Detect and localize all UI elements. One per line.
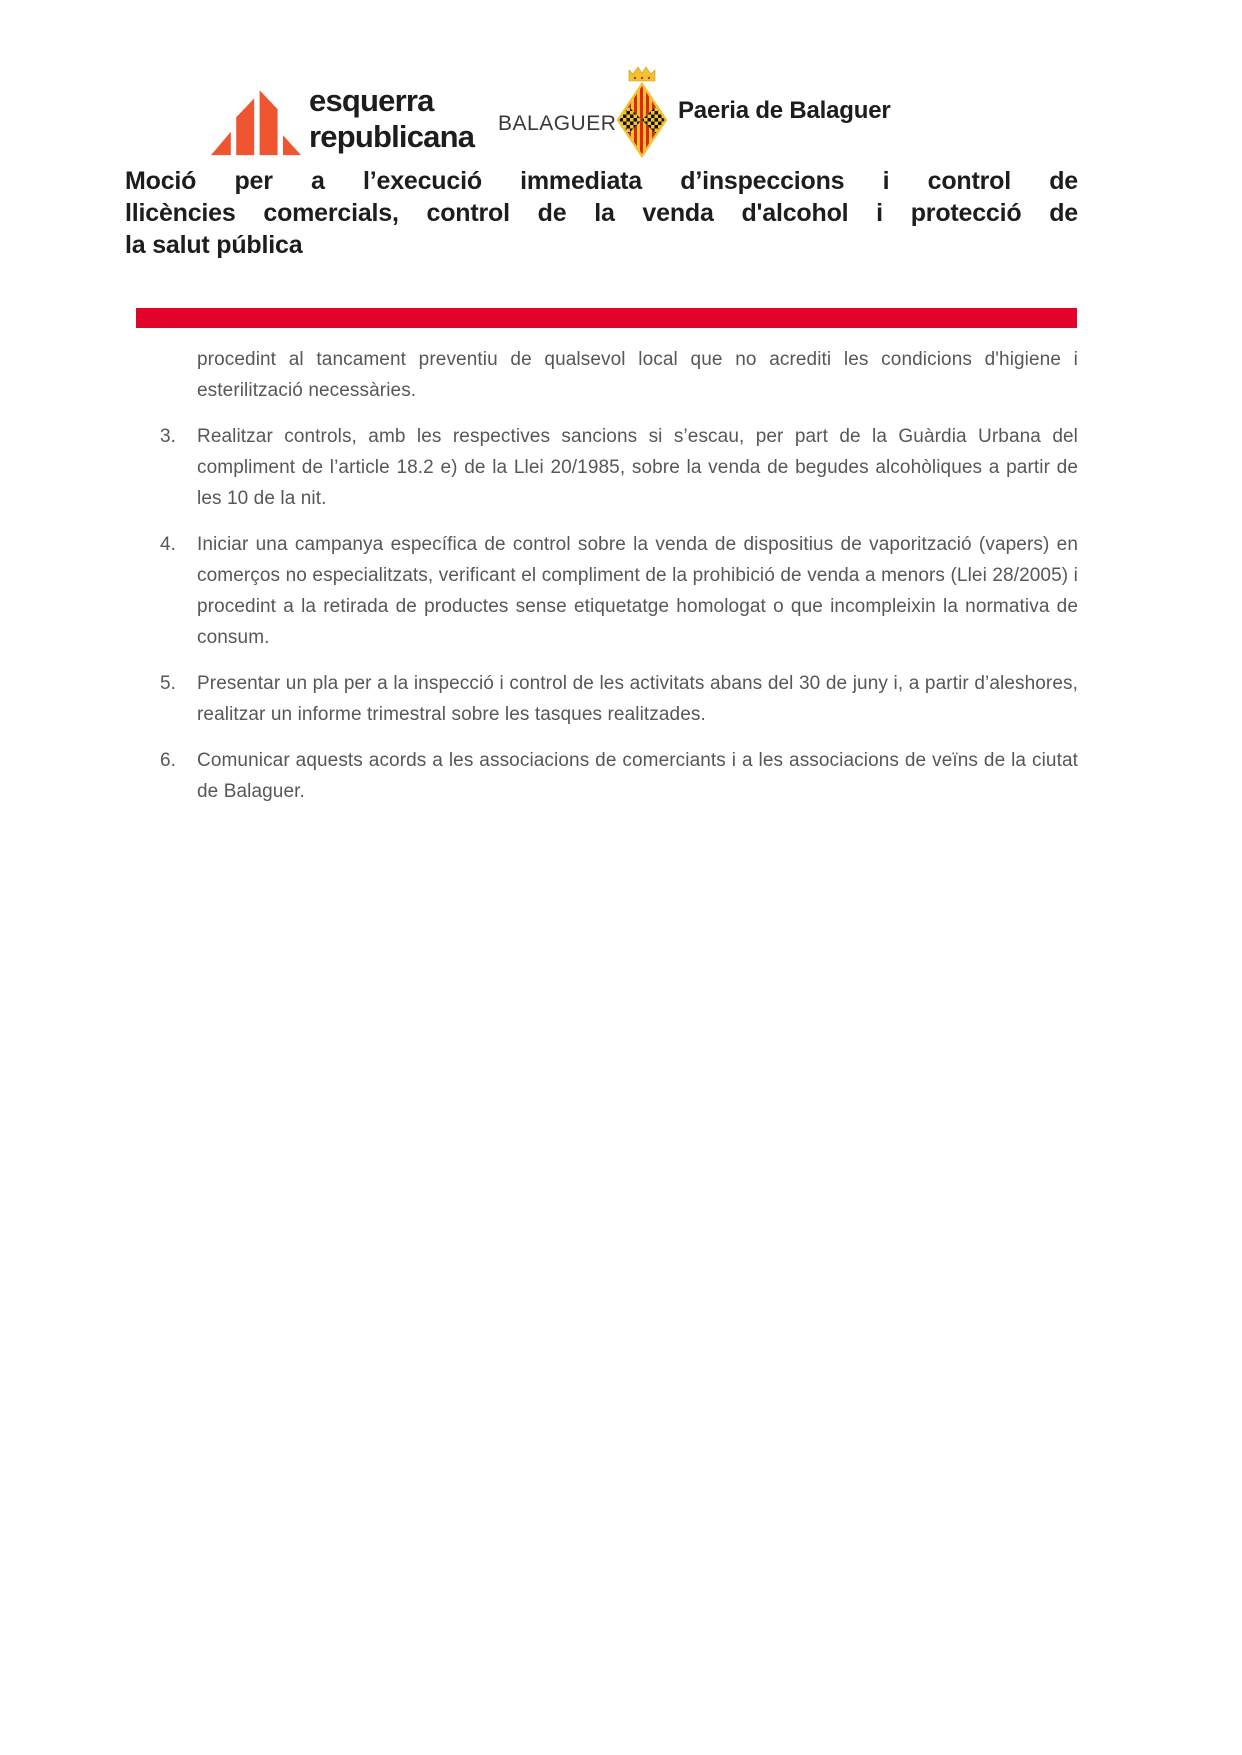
title-line: Moció per a l’execució immediata d’inspeccions i control de	[125, 167, 1078, 195]
header	[0, 0, 1242, 170]
document-title	[125, 165, 1078, 261]
erc-wordmark	[309, 83, 474, 155]
continuation-paragraph: procedint al tancament preventiu de qualsevol local que no acrediti les condicions d'higiene i esterilització necessàries.	[197, 349, 1078, 401]
document-body	[160, 344, 1078, 822]
paeria-crest-icon	[616, 62, 668, 162]
red-divider-bar	[136, 308, 1077, 328]
list-item	[160, 745, 1078, 807]
title-line: llicències comercials, control de la venda d'alcohol i protecció de	[125, 199, 1078, 227]
erc-wordmark-line1: esquerra	[309, 83, 434, 118]
list-item-text: Comunicar aquests acords a les associacions de comerciants i a les associacions de veïns de la ciutat de Balaguer.	[197, 750, 1078, 802]
erc-wordmark-line2: republicana	[309, 119, 475, 154]
erc-logo-icon	[211, 80, 301, 160]
title-line: la salut pública	[125, 231, 303, 259]
org-name: Paeria de Balaguer	[678, 97, 891, 124]
list-item-text: Realitzar controls, amb les respectives sancions si s’escau, per part de la Guàrdia Urbana del compliment de l’article 18.2 e) de la Llei 20/1985, sobre la venda de begudes alcohòliques a partir de les 10 de la nit.	[197, 426, 1078, 509]
list-item	[160, 668, 1078, 730]
list-item-number: 6.	[160, 750, 177, 771]
list-item-number: 3.	[160, 426, 177, 447]
list-item-text: Iniciar una campanya específica de control sobre la venda de dispositius de vaporització (vapers) en comerços no especialitzats, verificant el compliment de la prohibició de venda a menors (Llei 28/2005) i procedint a la retirada de productes sense etiquetatge homologat o que incompleixin la normativa de consum.	[197, 534, 1078, 648]
local-section-label: BALAGUER	[498, 112, 617, 135]
list-item-text: Presentar un pla per a la inspecció i control de les activitats abans del 30 de juny i, a partir d’aleshores, realitzar un informe trimestral sobre les tasques realitzades.	[197, 673, 1078, 725]
list-item-number: 4.	[160, 534, 177, 555]
list-item	[160, 529, 1078, 653]
list-item-number: 5.	[160, 673, 177, 694]
list-item	[160, 421, 1078, 514]
